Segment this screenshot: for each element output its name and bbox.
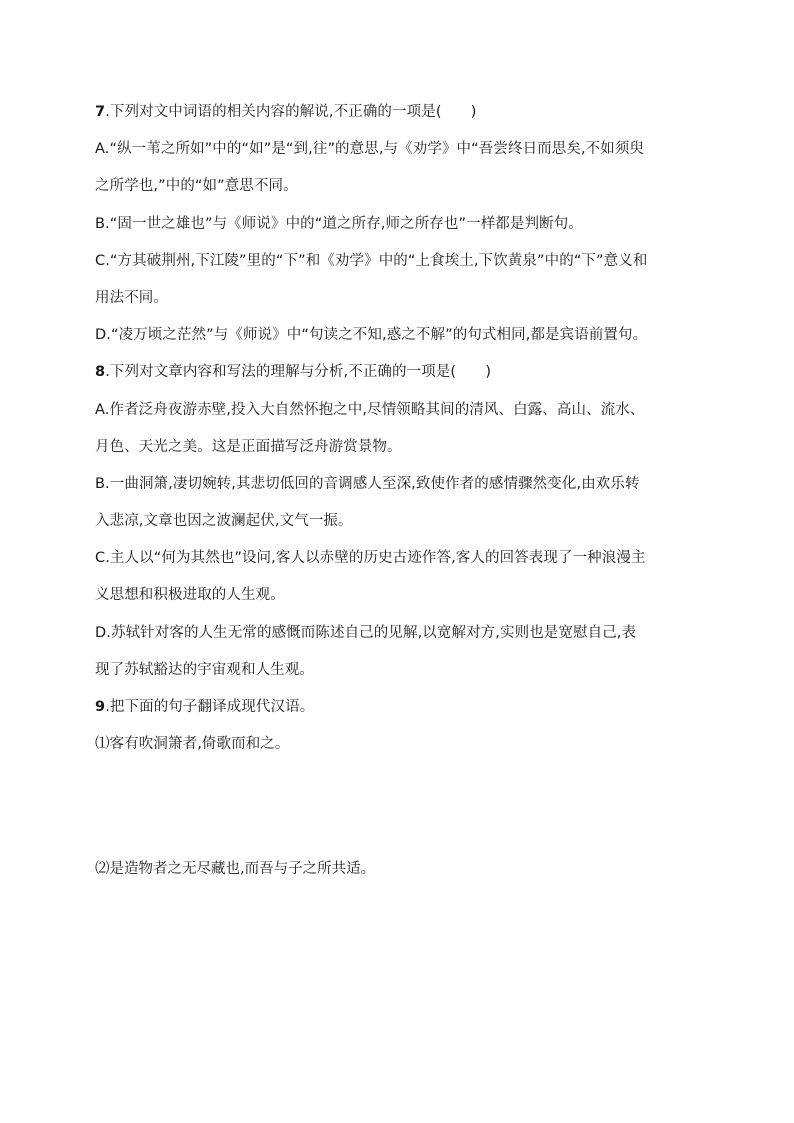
- question-7-option-b: B.“固一世之雄也”与《师说》中的“道之所存,师之所存也”一样都是判断句。: [95, 215, 583, 232]
- question-8-option-a-line-1: A.作者泛舟夜游赤壁,投入大自然怀抱之中,尽情领略其间的清风、白露、高山、流水、: [95, 401, 645, 418]
- question-block: [95, 103, 705, 772]
- question-8-option-b-line-1: B.一曲洞箫,凄切婉转,其悲切低回的音调感人至深,致使作者的感情骤然变化,由欢乐转: [95, 475, 640, 492]
- question-number: 9: [95, 699, 106, 715]
- question-8-option-b-line-2: 入悲凉,文章也因之波澜起伏,文气一振。: [95, 513, 353, 530]
- question-8-option-c-line-1: C.主人以“何为其然也”设问,客人以赤壁的历史古迹作答,客人的回答表现了一种浪漫主: [95, 550, 646, 567]
- question-9-sub-2: ⑵是造物者之无尽藏也,而吾与子之所共适。: [95, 861, 376, 877]
- question-number: 7: [95, 104, 106, 120]
- question-9-sub-1: ⑴客有吹洞箫者,倚歌而和之。: [95, 736, 290, 753]
- question-7-stem: [95, 103, 705, 122]
- question-8-option-d-line-1: D.苏轼针对客的人生无常的感慨而陈述自己的见解,以宽解对方,实则也是宽慰自己,表: [95, 624, 637, 641]
- question-7-option-c-line-1: C.“方其破荆州,下江陵”里的“下”和《劝学》中的“上食埃土,下饮黄泉”中的“下”意义和: [95, 252, 648, 269]
- question-8-stem: [95, 363, 705, 382]
- question-8-option-c-line-2: 义思想和积极进取的人生观。: [95, 587, 285, 604]
- question-stem-text: .把下面的句子翻译成现代汉语。: [105, 699, 315, 715]
- question-7-option-c-line-2: 用法不同。: [95, 289, 168, 306]
- question-8-option-d-line-2: 现了苏轼豁达的宇宙观和人生观。: [95, 661, 314, 678]
- question-9-stem: [95, 698, 705, 717]
- question-number: 8: [95, 364, 106, 381]
- question-7-option-a-line-1: A.“纵一苇之所如”中的“如”是“到,往”的意思,与《劝学》中“吾尝终日而思矣,不如须臾: [95, 141, 645, 158]
- question-7-option-a-line-2: 之所学也,”中的“如”意思不同。: [95, 178, 298, 195]
- question-8-option-a-line-2: 月色、天光之美。这是正面描写泛舟游赏景物。: [95, 438, 402, 455]
- question-stem-text: .下列对文中词语的相关内容的解说,不正确的一项是( ): [105, 104, 477, 120]
- question-stem-text: .下列对文章内容和写法的理解与分析,不正确的一项是( ): [105, 364, 492, 381]
- question-7-option-d: D.“凌万顷之茫然”与《师说》中“句读之不知,惑之不解”的句式相同,都是宾语前置句。: [95, 327, 648, 344]
